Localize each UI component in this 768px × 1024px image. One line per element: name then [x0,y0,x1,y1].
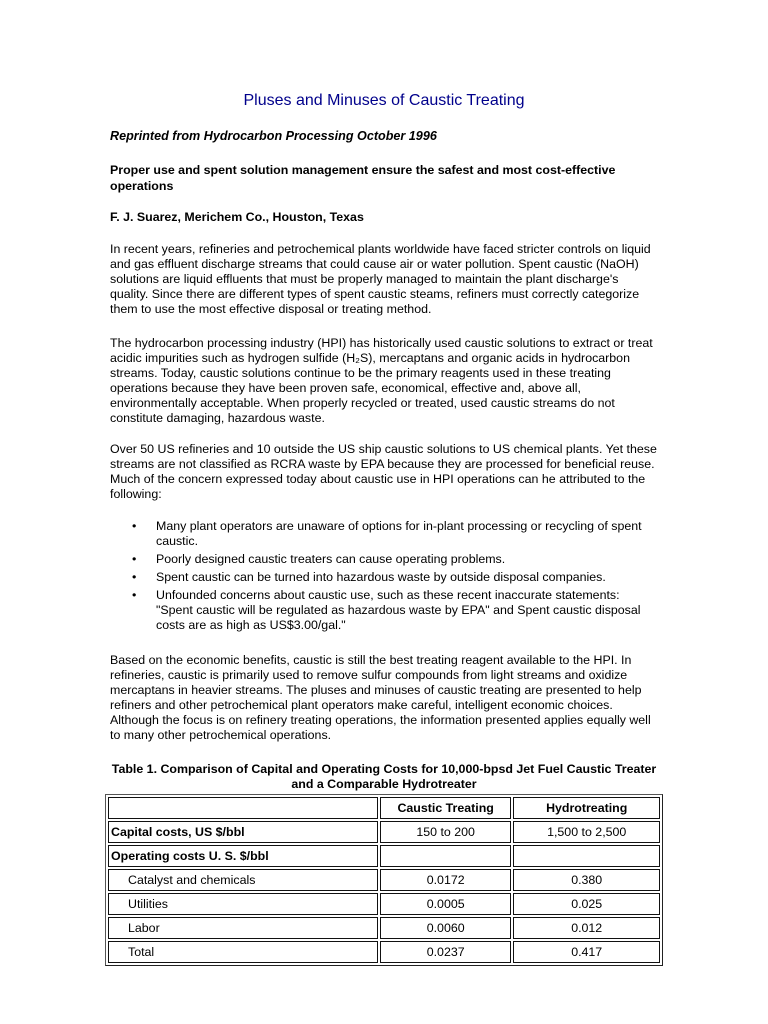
table-row [108,845,660,867]
table-header-row [108,797,660,819]
list-item [110,570,658,585]
paragraph-refineries: Over 50 US refineries and 10 outside the US ship caustic solutions to US chemical plants. Yet these streams are not classified as RCRA waste by EPA because they are processed for beneficial reuse. Much of the concern expressed today about caustic use in HPI operations can he attributed to the following: [110,442,657,502]
table-cell: 0.025 [513,893,660,915]
column-header: Hydrotreating [513,797,660,819]
table-cell: 0.417 [513,941,660,963]
table-cell: 0.380 [513,869,660,891]
author-line: F. J. Suarez, Merichem Co., Houston, Texas [110,210,364,224]
table-row [108,869,660,891]
list-item-text: Many plant operators are unaware of options for in-plant processing or recycling of spent caustic. [156,519,642,549]
table-cell: 0.012 [513,917,660,939]
table-cell: 0.0172 [380,869,511,891]
bullet-icon: • [132,569,137,584]
list-item [110,552,658,567]
table-row [108,917,660,939]
cost-comparison-table [105,794,663,966]
reprint-note: Reprinted from Hydrocarbon Processing October 1996 [110,129,437,143]
list-item [110,519,658,550]
bullet-icon: • [132,587,137,602]
list-item [110,588,658,634]
list-item-text: Spent caustic can be turned into hazardous waste by outside disposal companies. [156,569,606,584]
row-label: Total [108,941,378,963]
row-label: Capital costs, US $/bbl [108,821,378,843]
table-cell: 150 to 200 [380,821,511,843]
list-item-text: Poorly designed caustic treaters can cause operating problems. [156,552,506,567]
page-title: Pluses and Minuses of Caustic Treating [243,92,525,109]
paragraph-hpi: The hydrocarbon processing industry (HPI) has historically used caustic solutions to extract or treat acidic impurities such as hydrogen sulfide (H₂S), mercaptans and organic acids in hydrocarbon streams. Today, caustic solutions continue to be the primary reagents used in these treating operations because they have been proven safe, economical, effective and, above all, environmentally acceptable. When properly recycled or treated, used caustic streams do not constitute damaging, hazardous waste. [110,336,653,426]
bullet-icon: • [132,519,137,533]
list-item-text: Unfounded concerns about caustic use, such as these recent inaccurate statements: "Spent caustic will be regulated as hazardous waste by EPA" and Spent caustic disposal costs are as high as US$3.00/gal." [156,587,641,633]
table-cell [513,845,660,867]
article-subtitle: Proper use and spent solution management ensure the safest and most cost-effective operations [110,163,616,193]
paragraph-economics: Based on the economic benefits, caustic is still the best treating reagent available to the HPI. In refineries, caustic is primarily used to remove sulfur compounds from light streams and oxidize mercaptans in heavier streams. The pluses and minuses of caustic treating are presented to help refiners and other petrochemical plant operators make careful, intelligent economic choices. Although the focus is on refinery treating operations, the information presented applies equally well to many other petrochemical operations. [110,653,651,743]
column-header [108,797,378,819]
concerns-list [110,519,658,636]
paragraph-intro: In recent years, refineries and petrochemical plants worldwide have faced stricter controls on liquid and gas effluent discharge streams that could cause air or water pollution. Spent caustic (NaOH) solutions are liquid effluents that must be properly managed to maintain the plant discharge's quality. Since there are different types of spent caustic steams, refiners must correctly categorize them to use the most effective disposal or treating method. [110,242,651,317]
table-caption: Table 1. Comparison of Capital and Operating Costs for 10,000-bpsd Jet Fuel Caustic Treater and a Comparable Hydrotreater [111,762,657,791]
table-row [108,941,660,963]
row-label: Operating costs U. S. $/bbl [108,845,378,867]
column-header: Caustic Treating [380,797,511,819]
table-cell: 0.0005 [380,893,511,915]
bullet-icon: • [132,552,137,567]
table-cell: 0.0237 [380,941,511,963]
row-label: Utilities [108,893,378,915]
row-label: Labor [108,917,378,939]
table-cell: 0.0060 [380,917,511,939]
table-cell: 1,500 to 2,500 [513,821,660,843]
row-label: Catalyst and chemicals [108,869,378,891]
table-row [108,821,660,843]
table-row [108,893,660,915]
table-cell [380,845,511,867]
